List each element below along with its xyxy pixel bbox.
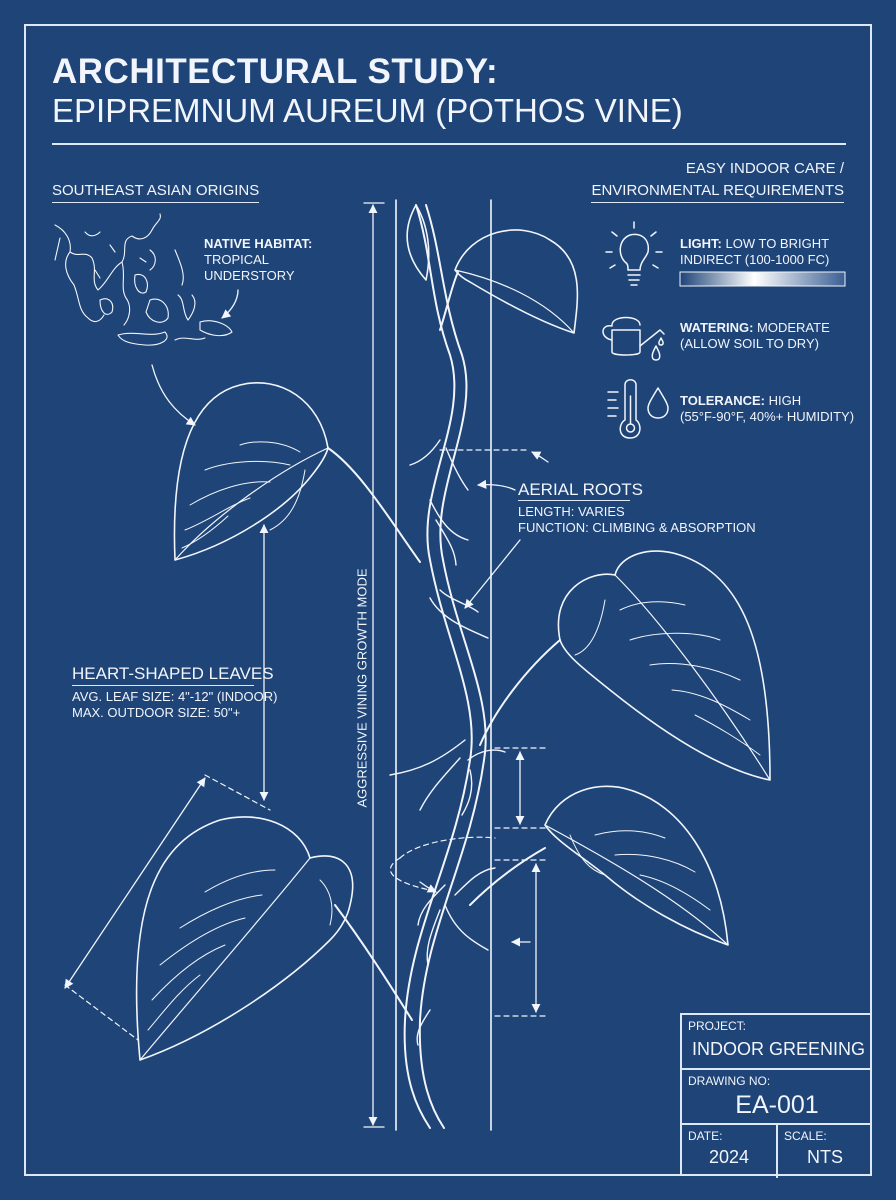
- drawing-no-value: EA-001: [735, 1091, 819, 1119]
- date-value: 2024: [708, 1147, 750, 1167]
- title-rule: [52, 143, 846, 145]
- care-heading-line-1: EASY INDOOR CARE /: [685, 160, 844, 177]
- project-value: INDOOR GREENING: [692, 1039, 866, 1059]
- light-line-2: INDIRECT (100-1000 FC): [680, 252, 830, 267]
- title-block: [680, 1013, 872, 1176]
- leaves-line-1: AVG. LEAF SIZE: 4"-12" (INDOOR): [72, 689, 278, 704]
- leaves-heading: HEART-SHAPED LEAVES: [72, 664, 274, 683]
- title-block-divider-1: [682, 1068, 872, 1070]
- water-line-1: [680, 320, 830, 336]
- project-label: PROJECT:: [688, 1019, 747, 1033]
- thermometer-icon: [608, 380, 640, 438]
- leaves-line-2: MAX. OUTDOOR SIZE: 50"+: [72, 705, 241, 720]
- habitat-label: NATIVE HABITAT:: [204, 236, 313, 251]
- tolerance-line-1: [680, 393, 801, 409]
- habitat-line-1: TROPICAL: [204, 252, 270, 267]
- lightbulb-icon: [606, 222, 662, 285]
- scale-label: SCALE:: [784, 1129, 827, 1143]
- leaf-mid-right: [480, 551, 770, 780]
- leaves-rule: [72, 685, 254, 686]
- leaf-top: [440, 230, 577, 333]
- water-drop-icon: [648, 388, 668, 418]
- aerial-roots-heading: AERIAL ROOTS: [518, 480, 644, 499]
- aerial-roots-rule: [518, 500, 630, 501]
- date-label: DATE:: [688, 1129, 723, 1143]
- light-line-1: [680, 236, 829, 252]
- light-label: LIGHT:: [680, 236, 722, 251]
- tolerance-label: TOLERANCE:: [680, 393, 765, 408]
- watering-can-icon: [603, 318, 664, 361]
- habitat-line-2: UNDERSTORY: [204, 268, 295, 283]
- leaf-width-dimension: [65, 778, 205, 988]
- growth-mode-label: AGGRESSIVE VINING GROWTH MODE: [354, 568, 370, 808]
- tolerance-line-2: (55°F-90°F, 40%+ HUMIDITY): [680, 409, 855, 424]
- origins-heading: SOUTHEAST ASIAN ORIGINS: [52, 182, 259, 203]
- scale-value: NTS: [807, 1147, 843, 1167]
- water-value: MODERATE: [757, 320, 830, 335]
- light-intensity-bar: [680, 272, 845, 286]
- light-value: LOW TO BRIGHT: [725, 236, 830, 251]
- leaf-lower-left: [137, 817, 412, 1060]
- leaf-upper-left: [174, 383, 420, 562]
- tolerance-value: HIGH: [768, 393, 802, 408]
- aerial-roots-line-2: FUNCTION: CLIMBING & ABSORPTION: [518, 520, 756, 535]
- water-line-2: (ALLOW SOIL TO DRY): [680, 336, 819, 351]
- aerial-roots-line-1: LENGTH: VARIES: [518, 504, 625, 519]
- leaf-lower-right: [470, 786, 728, 945]
- care-heading-line-2: ENVIRONMENTAL REQUIREMENTS: [591, 182, 844, 203]
- title-line-2: EPIPREMNUM AUREUM (POTHOS VINE): [52, 92, 683, 129]
- water-label: WATERING:: [680, 320, 754, 335]
- title-line-1: ARCHITECTURAL STUDY:: [52, 52, 499, 91]
- vine-stem: [405, 205, 472, 1128]
- drawing-no-label: DRAWING NO:: [688, 1074, 771, 1088]
- aerial-roots: [390, 440, 505, 1045]
